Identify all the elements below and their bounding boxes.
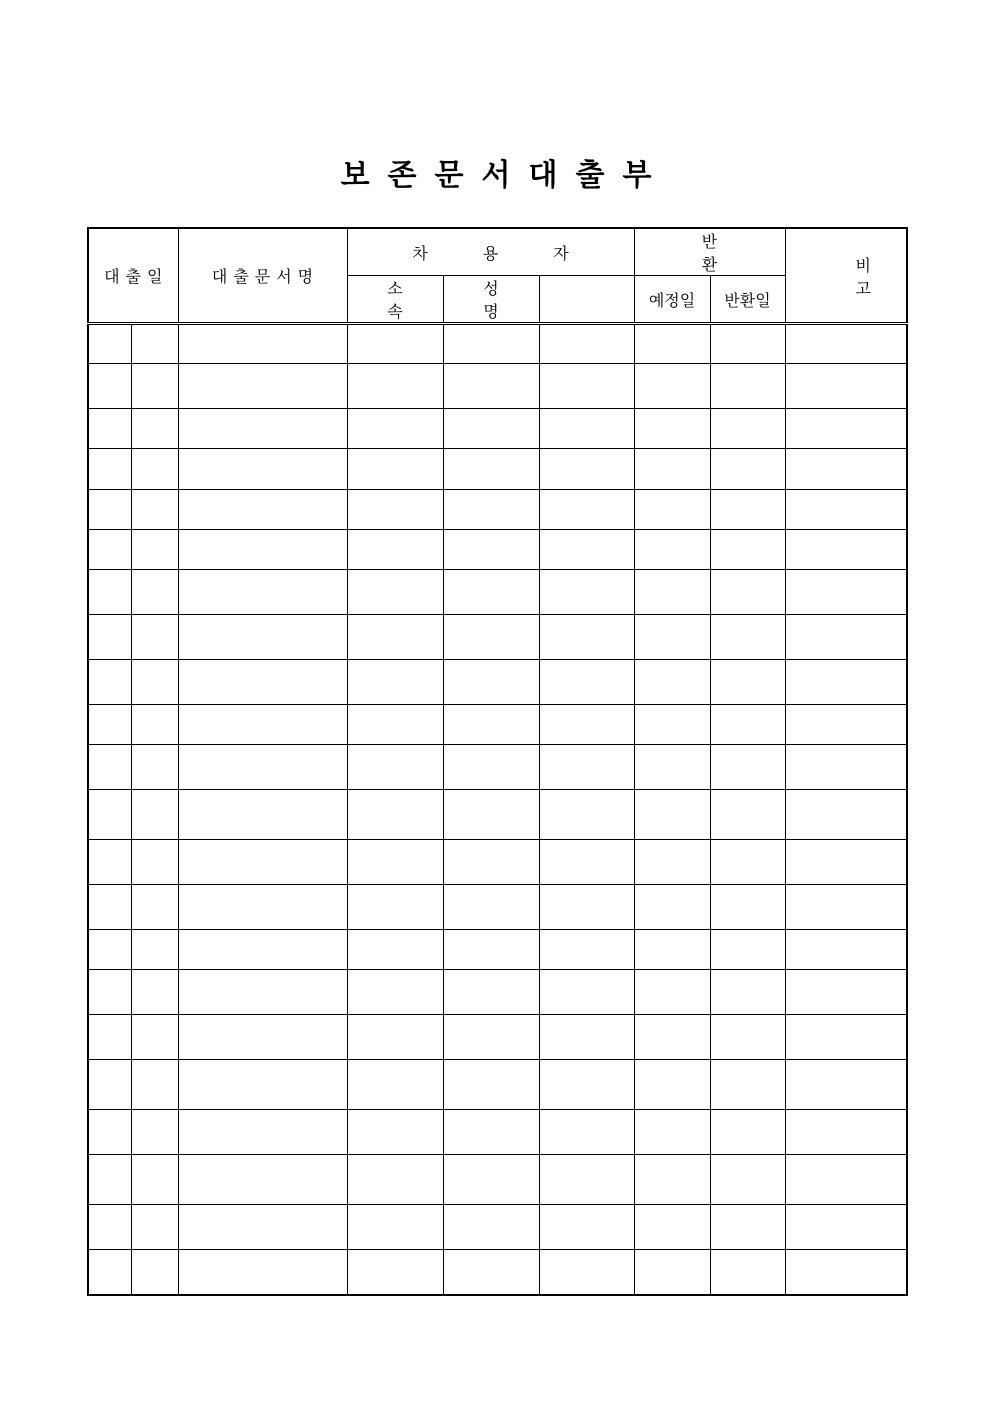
cell-affiliation[interactable] [347,705,443,745]
cell-blank[interactable] [539,1250,634,1296]
cell-blank[interactable] [539,930,634,970]
cell-blank[interactable] [539,1060,634,1110]
cell-loan-month[interactable] [88,615,131,660]
cell-loan-day[interactable] [131,324,178,364]
cell-due-date[interactable] [634,1060,710,1110]
cell-due-date[interactable] [634,1110,710,1155]
header-name: 성명 [443,276,539,324]
table-row [88,364,907,409]
cell-remarks[interactable] [785,930,907,970]
header-remarks: 비고 [785,228,907,324]
cell-loan-month[interactable] [88,1205,131,1250]
cell-return-date[interactable] [710,530,785,570]
cell-loan-month[interactable] [88,660,131,705]
cell-return-date[interactable] [710,1060,785,1110]
cell-return-date[interactable] [710,324,785,364]
table-row [88,409,907,449]
cell-loan-day[interactable] [131,530,178,570]
cell-due-date[interactable] [634,409,710,449]
cell-loan-day[interactable] [131,1205,178,1250]
cell-loan-month[interactable] [88,1110,131,1155]
cell-document-name[interactable] [178,1110,347,1155]
cell-name[interactable] [443,705,539,745]
cell-name[interactable] [443,1060,539,1110]
cell-document-name[interactable] [178,930,347,970]
cell-document-name[interactable] [178,364,347,409]
cell-blank[interactable] [539,745,634,790]
cell-due-date[interactable] [634,1155,710,1205]
cell-blank[interactable] [539,705,634,745]
cell-affiliation[interactable] [347,1015,443,1060]
cell-remarks[interactable] [785,1110,907,1155]
cell-document-name[interactable] [178,705,347,745]
cell-loan-month[interactable] [88,364,131,409]
cell-name[interactable] [443,1250,539,1296]
cell-return-date[interactable] [710,364,785,409]
cell-loan-day[interactable] [131,449,178,490]
cell-return-date[interactable] [710,570,785,615]
cell-loan-month[interactable] [88,570,131,615]
cell-due-date[interactable] [634,790,710,840]
cell-return-date[interactable] [710,409,785,449]
cell-loan-month[interactable] [88,745,131,790]
cell-name[interactable] [443,1155,539,1205]
cell-blank[interactable] [539,1110,634,1155]
cell-blank[interactable] [539,1205,634,1250]
header-affiliation: 소속 [347,276,443,324]
table-row [88,660,907,705]
cell-loan-month[interactable] [88,705,131,745]
cell-document-name[interactable] [178,1250,347,1296]
cell-due-date[interactable] [634,930,710,970]
cell-affiliation[interactable] [347,409,443,449]
cell-name[interactable] [443,790,539,840]
header-blank [539,276,634,324]
page-title: 보존문서대출부 [340,158,670,193]
cell-due-date[interactable] [634,324,710,364]
cell-name[interactable] [443,409,539,449]
cell-remarks[interactable] [785,324,907,364]
cell-loan-day[interactable] [131,705,178,745]
cell-loan-day[interactable] [131,1015,178,1060]
cell-return-date[interactable] [710,840,785,885]
cell-loan-month[interactable] [88,530,131,570]
table-row [88,705,907,745]
cell-due-date[interactable] [634,970,710,1015]
cell-return-date[interactable] [710,970,785,1015]
cell-document-name[interactable] [178,570,347,615]
cell-remarks[interactable] [785,449,907,490]
cell-remarks[interactable] [785,1155,907,1205]
cell-remarks[interactable] [785,1250,907,1296]
cell-affiliation[interactable] [347,885,443,930]
cell-remarks[interactable] [785,409,907,449]
cell-loan-day[interactable] [131,745,178,790]
cell-due-date[interactable] [634,615,710,660]
cell-name[interactable] [443,570,539,615]
cell-affiliation[interactable] [347,324,443,364]
cell-due-date[interactable] [634,1205,710,1250]
cell-loan-day[interactable] [131,364,178,409]
table-row [88,885,907,930]
table-row [88,449,907,490]
cell-loan-month[interactable] [88,1015,131,1060]
cell-name[interactable] [443,885,539,930]
cell-document-name[interactable] [178,1060,347,1110]
cell-name[interactable] [443,490,539,530]
cell-return-date[interactable] [710,930,785,970]
cell-remarks[interactable] [785,364,907,409]
ledger-body [88,324,907,1296]
cell-affiliation[interactable] [347,660,443,705]
cell-return-date[interactable] [710,449,785,490]
table-row [88,1015,907,1060]
cell-remarks[interactable] [785,790,907,840]
cell-document-name[interactable] [178,840,347,885]
cell-affiliation[interactable] [347,790,443,840]
cell-blank[interactable] [539,1155,634,1205]
cell-blank[interactable] [539,449,634,490]
table-row [88,1060,907,1110]
cell-remarks[interactable] [785,840,907,885]
header-document-name: 대출문서명 [178,228,347,324]
cell-loan-month[interactable] [88,1060,131,1110]
cell-affiliation[interactable] [347,1205,443,1250]
cell-loan-day[interactable] [131,790,178,840]
cell-name[interactable] [443,364,539,409]
cell-return-date[interactable] [710,1155,785,1205]
cell-loan-month[interactable] [88,930,131,970]
cell-remarks[interactable] [785,570,907,615]
cell-loan-day[interactable] [131,409,178,449]
cell-document-name[interactable] [178,530,347,570]
table-row [88,570,907,615]
cell-remarks[interactable] [785,745,907,790]
cell-affiliation[interactable] [347,570,443,615]
cell-affiliation[interactable] [347,840,443,885]
cell-loan-day[interactable] [131,1250,178,1296]
loan-ledger-table [87,227,941,1296]
cell-name[interactable] [443,324,539,364]
cell-loan-month[interactable] [88,840,131,885]
cell-blank[interactable] [539,660,634,705]
cell-remarks[interactable] [785,705,907,745]
cell-due-date[interactable] [634,570,710,615]
cell-name[interactable] [443,1110,539,1155]
cell-affiliation[interactable] [347,970,443,1015]
cell-blank[interactable] [539,1015,634,1060]
cell-affiliation[interactable] [347,930,443,970]
cell-affiliation[interactable] [347,449,443,490]
cell-affiliation[interactable] [347,1155,443,1205]
cell-document-name[interactable] [178,615,347,660]
table-row [88,324,907,364]
cell-remarks[interactable] [785,615,907,660]
cell-document-name[interactable] [178,1015,347,1060]
header-return-date: 반환일 [710,276,785,324]
cell-loan-day[interactable] [131,615,178,660]
cell-name[interactable] [443,530,539,570]
cell-remarks[interactable] [785,530,907,570]
header-borrower: 차용자 [347,228,634,276]
cell-document-name[interactable] [178,1205,347,1250]
cell-name[interactable] [443,930,539,970]
table-row [88,790,907,840]
cell-loan-month[interactable] [88,1250,131,1296]
table-row [88,930,907,970]
cell-due-date[interactable] [634,660,710,705]
cell-loan-month[interactable] [88,324,131,364]
cell-affiliation[interactable] [347,1060,443,1110]
cell-remarks[interactable] [785,490,907,530]
cell-due-date[interactable] [634,1015,710,1060]
cell-loan-day[interactable] [131,1110,178,1155]
cell-blank[interactable] [539,490,634,530]
table-row [88,970,907,1015]
table-row [88,490,907,530]
table-row [88,840,907,885]
header-due-date: 예정일 [634,276,710,324]
cell-remarks[interactable] [785,970,907,1015]
cell-loan-month[interactable] [88,970,131,1015]
cell-loan-month[interactable] [88,449,131,490]
cell-return-date[interactable] [710,1110,785,1155]
cell-blank[interactable] [539,615,634,660]
cell-return-date[interactable] [710,490,785,530]
cell-return-date[interactable] [710,745,785,790]
table-row [88,530,907,570]
cell-loan-day[interactable] [131,570,178,615]
cell-blank[interactable] [539,409,634,449]
cell-affiliation[interactable] [347,615,443,660]
cell-document-name[interactable] [178,745,347,790]
cell-return-date[interactable] [710,615,785,660]
cell-name[interactable] [443,660,539,705]
cell-name[interactable] [443,615,539,660]
cell-return-date[interactable] [710,1015,785,1060]
cell-blank[interactable] [539,970,634,1015]
cell-due-date[interactable] [634,530,710,570]
cell-blank[interactable] [539,840,634,885]
cell-affiliation[interactable] [347,490,443,530]
cell-blank[interactable] [539,530,634,570]
cell-loan-day[interactable] [131,970,178,1015]
cell-return-date[interactable] [710,790,785,840]
header-return: 반환 [634,228,785,276]
cell-name[interactable] [443,970,539,1015]
cell-loan-month[interactable] [88,885,131,930]
cell-loan-day[interactable] [131,840,178,885]
cell-due-date[interactable] [634,705,710,745]
cell-loan-day[interactable] [131,885,178,930]
cell-return-date[interactable] [710,885,785,930]
cell-due-date[interactable] [634,449,710,490]
cell-affiliation[interactable] [347,745,443,790]
cell-remarks[interactable] [785,1205,907,1250]
cell-loan-day[interactable] [131,660,178,705]
cell-due-date[interactable] [634,490,710,530]
cell-remarks[interactable] [785,1060,907,1110]
cell-due-date[interactable] [634,364,710,409]
cell-due-date[interactable] [634,840,710,885]
table-row [88,615,907,660]
cell-document-name[interactable] [178,324,347,364]
cell-return-date[interactable] [710,1250,785,1296]
table-row [88,1155,907,1205]
table-row [88,1110,907,1155]
cell-loan-day[interactable] [131,930,178,970]
cell-blank[interactable] [539,570,634,615]
cell-document-name[interactable] [178,970,347,1015]
cell-due-date[interactable] [634,745,710,790]
cell-name[interactable] [443,449,539,490]
cell-return-date[interactable] [710,1205,785,1250]
cell-return-date[interactable] [710,705,785,745]
cell-loan-month[interactable] [88,409,131,449]
cell-name[interactable] [443,745,539,790]
cell-document-name[interactable] [178,449,347,490]
cell-loan-month[interactable] [88,790,131,840]
cell-affiliation[interactable] [347,1250,443,1296]
cell-name[interactable] [443,1015,539,1060]
cell-due-date[interactable] [634,885,710,930]
cell-affiliation[interactable] [347,530,443,570]
cell-document-name[interactable] [178,790,347,840]
cell-loan-day[interactable] [131,490,178,530]
cell-remarks[interactable] [785,660,907,705]
table-row [88,745,907,790]
cell-loan-day[interactable] [131,1060,178,1110]
cell-name[interactable] [443,840,539,885]
cell-remarks[interactable] [785,885,907,930]
cell-loan-month[interactable] [88,1155,131,1205]
cell-remarks[interactable] [785,1015,907,1060]
cell-affiliation[interactable] [347,1110,443,1155]
cell-document-name[interactable] [178,660,347,705]
cell-due-date[interactable] [634,1250,710,1296]
cell-blank[interactable] [539,324,634,364]
table-row [88,1250,907,1296]
cell-document-name[interactable] [178,885,347,930]
cell-return-date[interactable] [710,660,785,705]
cell-document-name[interactable] [178,1155,347,1205]
cell-blank[interactable] [539,885,634,930]
table-row [88,1205,907,1250]
header-loan-date: 대출일 [88,228,178,324]
cell-loan-month[interactable] [88,490,131,530]
cell-blank[interactable] [539,790,634,840]
cell-blank[interactable] [539,364,634,409]
cell-loan-day[interactable] [131,1155,178,1205]
cell-document-name[interactable] [178,409,347,449]
cell-affiliation[interactable] [347,364,443,409]
cell-document-name[interactable] [178,490,347,530]
cell-name[interactable] [443,1205,539,1250]
